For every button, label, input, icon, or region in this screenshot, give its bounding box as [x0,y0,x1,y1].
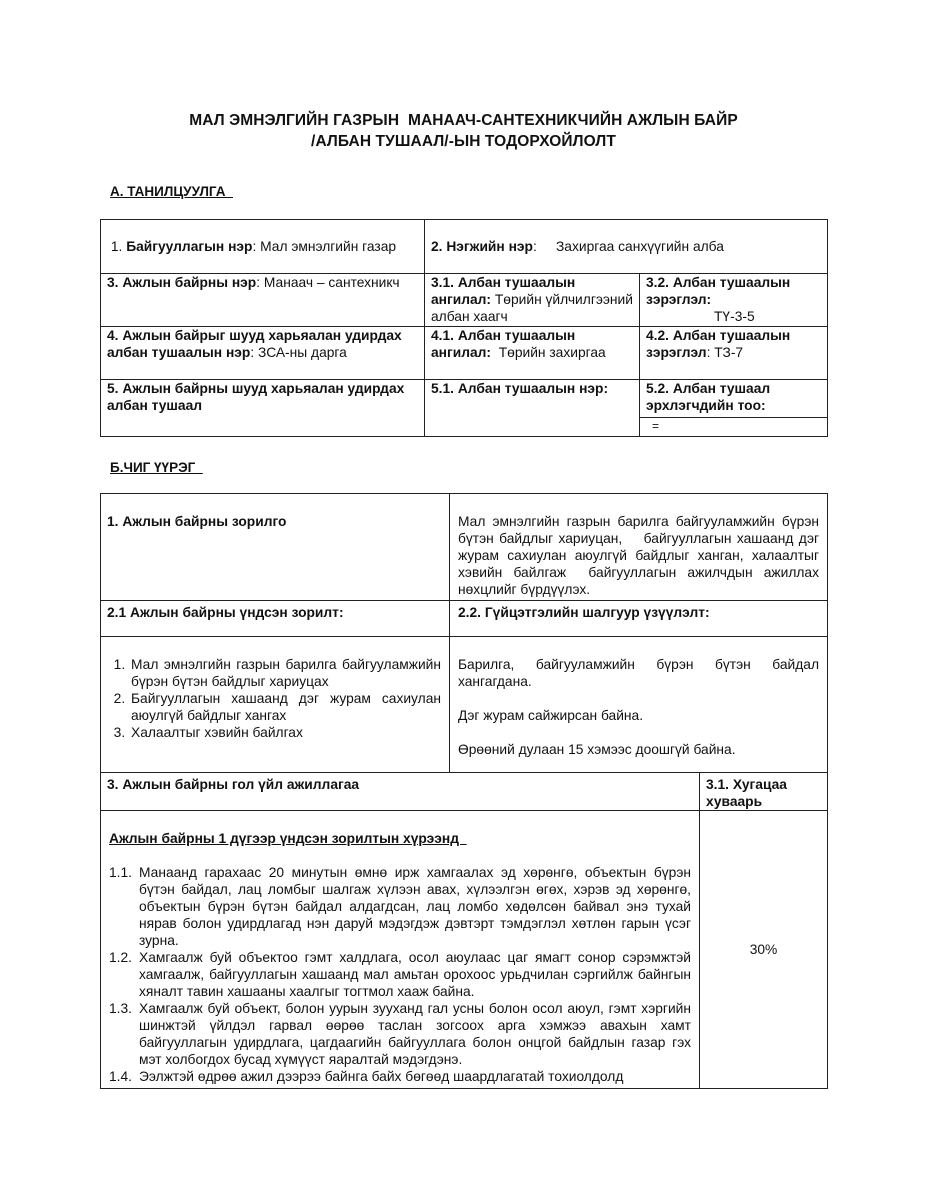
schedule-value: 30% [700,811,828,1089]
duty-number: 1.2. [109,950,133,965]
intro-table [100,219,828,437]
duty-text: Хамгаалж буй объект, болон уурын зууханд гал усны болон осол аюул, гэмт хэргийн шинжтэй үйлдэл гарвал өөрөө таслан зогсоох арга хэмжээ авахын хамт байгууллагын удирдлага, цагдаагийн байгууллага болон онцгой байдлын газар гэх мэт холбогдох бусад хүмүүст яаралтай мэдэгдэнэ. [139,1001,691,1067]
schedule-label: 3.1. Хугацаа хуваарь [700,773,828,811]
supervised-position-cell [425,380,640,437]
staff-count-label-cell [640,380,828,418]
intro-row-1 [101,220,828,274]
supervisor-rank-label: 4.2. Албан тушаалын зэрэглэл [646,328,791,360]
duty-item [109,864,691,949]
activities-header-row [101,773,828,811]
unit-name-label: 2. Нэгжийн нэр [431,239,533,254]
criteria-item: Өрөөний дулаан 15 хэмээс доошгүй байна. [458,742,736,757]
duty-text: Хамгаалж буй объектоо гэмт халдлага, осол аюулаас цаг ямагт сонор сэрэмжтэй хамгаалж, байгууллагын хашаанд мал амьтан орохоос урьдчилан сэргийлж байнгын хяналт тавин хашааны хаалгыг тогтмол хааж байна. [139,950,691,999]
supervisor-rank-value: : ТЗ-7 [706,345,744,360]
direct-supervisor-label: 5. Ажлын байрны шууд харьяалан удирдах албан тушаал [107,381,405,413]
duties-table [100,493,828,1089]
intro-row-3 [101,327,828,380]
criteria-item: Барилга, байгууламжийн бүрэн бүтэн байдал хангагдана. [458,657,820,689]
purpose-text: Мал эмнэлгийн газрын барилга байгууламжийн бүрэн бүтэн байдлыг хариуцан, байгууллагын хашаанд дэг журам сахиулан аюулгүй байдлыг ханган, халаалтыг хэвийн байлгаж байгууллагын ажилчдын ажиллах нөхцлийг бүрдүүлэх. [450,494,828,601]
unit-name-value: : Захиргаа санхүүгийн алба [532,239,724,254]
supervisor-name-label: 4. Ажлын байрыг шууд харьяалан удирдах албан тушаалын нэр [107,328,402,360]
supervisor-name-value: : ЗСА-ны дарга [250,345,347,360]
goals-list [107,656,441,741]
activities-label: 3. Ажлын байрны гол үйл ажиллагаа [101,773,700,811]
goals-cell [101,637,450,773]
duty-text: Ээлжтэй өдрөө ажил дээрээ байнга байх бөгөөд шаардлагатай тохиолдолд [139,1069,624,1084]
activities-row [101,811,828,1089]
staff-count-label: 5.2. Албан тушаал эрхлэгчдийн тоо: [646,381,771,413]
org-name-value: : Мал эмнэлгийн газар [252,239,397,254]
purpose-label: 1. Ажлын байрны зорилго [101,494,450,601]
supervisor-rank-cell [640,327,828,380]
supervisor-class-label: 4.1. Албан тушаалын ангилал: [431,328,580,360]
staff-count-value: = [640,418,828,437]
position-rank-label: 3.2. Албан тушаалын зэрэглэл: [646,275,791,307]
activities-cell [101,811,700,1089]
supervisor-class-cell [425,327,640,380]
section-b-heading: Б.ЧИГ ҮҮРЭГ [110,460,203,475]
position-rank-cell [640,274,828,327]
duty-item [109,1000,691,1068]
goals-header-row [101,601,828,637]
supervised-position-label: 5.1. Албан тушаалын нэр: [431,381,609,396]
position-name-cell [101,274,425,327]
document-title [0,110,927,152]
duty-item [109,949,691,1000]
goal-item: 1. Мал эмнэлгийн газрын барилга байгууламжийн бүрэн бүтэн байдлыг хариуцах [129,656,441,690]
duty-item [109,1068,691,1085]
intro-row-2 [101,274,828,327]
position-class-value: Төрийн үйлчилгээний албан хаагч [431,292,633,324]
position-name-value: : Манаач – сантехникч [256,275,400,290]
activities-subheading: Ажлын байрны 1 дүгээр үндсэн зорилтын хүрээнд [109,831,467,846]
position-class-cell [425,274,640,327]
position-name-label: 3. Ажлын байрны нэр [107,275,257,290]
duty-text: Манаанд гарахаас 20 минутын өмнө ирж хамгаалах эд хөрөнгө, объектын бүрэн бүтэн байдал, лац ломбыг шалгаж хүлээн авах, хүлээлгэн өгөх, хэрэв эд хөрөнгө, объектын бүрэн бүтэн байдал алдагдсан, лац ломбо хөдөлсөн байвал энэ тухай нярав болон удирдлагад нэн даруй мэдэгдэж дэвтэрт тэмдэглэл хөтлөн гарын үсэг зурна. [139,865,691,948]
intro-row-4 [101,380,828,418]
supervisor-class-value: Төрийн захиргаа [491,345,606,360]
duty-number: 1.1. [109,865,133,880]
org-name-label: Байгууллагын нэр [126,239,253,254]
criteria-cell [450,637,828,773]
goals-label: 2.1 Ажлын байрны үндсэн зорилт: [101,601,450,637]
criteria-item: Дэг журам сайжирсан байна. [458,708,644,723]
position-class-label: 3.1. Албан тушаалын ангилал: [431,275,576,307]
direct-supervisor-cell [101,380,425,437]
duty-number: 1.4. [109,1069,133,1084]
position-rank-value: ТҮ-3-5 [714,309,755,324]
supervisor-name-cell [101,327,425,380]
goal-item: 2. Байгууллагын хашаанд дэг журам сахиулан аюулгүй байдлыг хангах [129,690,441,724]
title-line-1: МАЛ ЭМНЭЛГИЙН ГАЗРЫН МАНААЧ-САНТЕХНИКЧИЙН АЖЛЫН БАЙР [189,112,738,129]
unit-name-cell [425,220,828,274]
purpose-row [101,494,828,601]
goal-item: 3. Халаалтыг хэвийн байлгах [129,724,441,741]
duty-number: 1.3. [109,1001,133,1016]
section-a-heading: А. ТАНИЛЦУУЛГА [110,184,233,199]
criteria-label: 2.2. Гүйцэтгэлийн шалгуур үзүүлэлт: [450,601,828,637]
org-name-cell: 1. Байгууллагын нэр: Мал эмнэлгийн газар [101,220,425,274]
title-line-2: /АЛБАН ТУШААЛ/-ЫН ТОДОРХОЙЛОЛТ [311,133,616,150]
goals-row [101,637,828,773]
